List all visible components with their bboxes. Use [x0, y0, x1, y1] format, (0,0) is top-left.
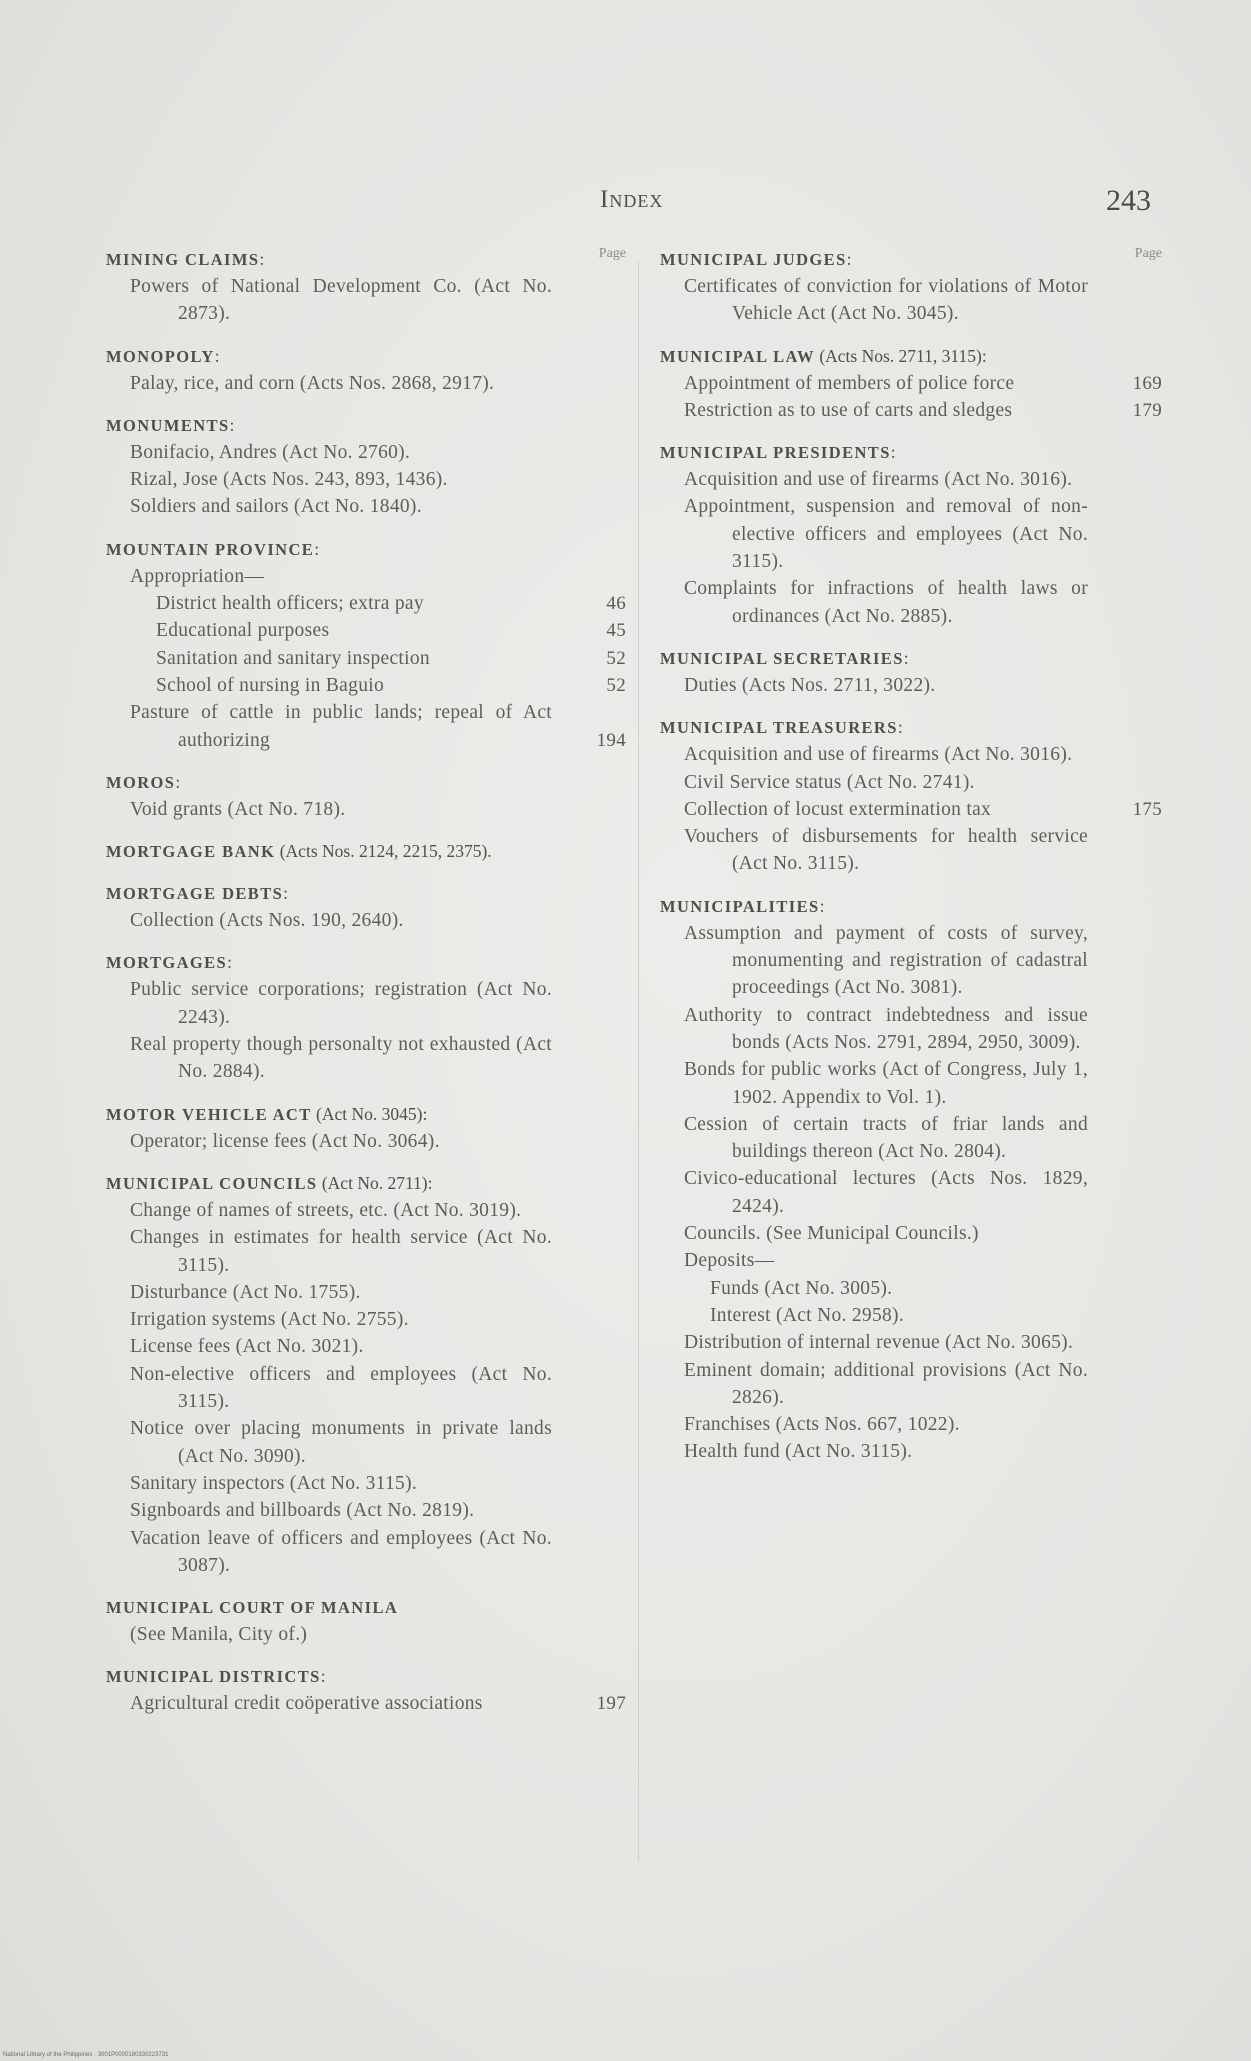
entry-text: Appointment, suspension and removal of non-elective officers and employees (Act No. 3115). — [684, 496, 1088, 573]
entry-line — [106, 1333, 626, 1360]
entry-text: Duties (Acts Nos. 2711, 3022). — [684, 674, 936, 696]
entry-line — [660, 1438, 1162, 1465]
entry-line — [660, 1411, 1162, 1438]
entry-suffix: : — [903, 647, 909, 668]
entry-text: Real property though personalty not exhausted (Act No. 2884). — [130, 1034, 552, 1083]
entry-text: Funds (Act No. 3005). — [710, 1277, 893, 1299]
entry-text: Appropriation— — [130, 565, 265, 587]
index-entry — [660, 714, 1162, 877]
entry-suffix: (Act No. 3045): — [311, 1103, 428, 1124]
page-reference: 175 — [1132, 798, 1162, 820]
entry-heading — [660, 714, 1162, 741]
entry-line — [106, 1197, 626, 1224]
entry-text: Civico-educational lectures (Acts Nos. 1829, 2424). — [684, 1168, 1088, 1217]
entry-text: Distribution of internal revenue (Act No. 3065). — [684, 1332, 1074, 1354]
running-head — [0, 186, 1251, 226]
entry-text: Non-elective officers and employees (Act No. 3115). — [130, 1363, 552, 1413]
entry-line — [106, 1690, 626, 1717]
entry-heading — [106, 536, 626, 563]
entry-text: School of nursing in Baguio — [156, 674, 385, 696]
entry-suffix: : — [320, 1666, 326, 1687]
entry-line — [106, 493, 626, 520]
entry-text: Appointment of members of police force — [684, 372, 1015, 394]
entry-name: MINING CLAIMS — [106, 250, 260, 269]
subentry-line — [106, 590, 626, 617]
entry-heading — [660, 246, 1162, 273]
entry-line — [660, 1357, 1162, 1412]
index-entry — [660, 439, 1162, 630]
entry-line — [660, 575, 1162, 630]
entry-suffix: : — [214, 345, 220, 366]
entry-text: Councils. (See Municipal Councils.) — [684, 1223, 979, 1245]
entry-text: Acquisition and use of firearms (Act No. 3016). — [684, 469, 1073, 491]
entry-text: Disturbance (Act No. 1755). — [130, 1281, 361, 1303]
entry-list-right — [660, 246, 1162, 1466]
entry-suffix: : — [227, 952, 232, 973]
index-entry — [106, 343, 626, 397]
entry-name: MOROS — [106, 772, 176, 792]
entry-name: MUNICIPAL PRESIDENTS — [660, 443, 891, 463]
entry-heading — [660, 343, 1162, 370]
entry-line — [106, 273, 626, 328]
entry-heading — [106, 1101, 626, 1128]
entry-line — [106, 907, 626, 934]
entry-heading — [106, 246, 626, 273]
entry-heading — [106, 1663, 626, 1690]
entry-text: Interest (Act No. 2958). — [710, 1304, 905, 1326]
entry-heading — [106, 412, 626, 439]
entry-line — [106, 1470, 626, 1497]
page-reference: 179 — [1132, 399, 1162, 421]
entry-text: Health fund (Act No. 3115). — [684, 1441, 913, 1463]
index-entry — [106, 838, 626, 865]
entry-name: MUNICIPAL DISTRICTS — [106, 1667, 321, 1687]
entry-line — [660, 672, 1162, 699]
entry-line — [660, 1002, 1162, 1057]
entry-text: (See Manila, City of.) — [130, 1624, 308, 1646]
entry-line — [106, 1128, 626, 1155]
index-entry — [106, 949, 626, 1085]
entry-text: Sanitary inspectors (Act No. 3115). — [130, 1472, 418, 1494]
page-reference: 169 — [1132, 372, 1162, 394]
entry-line — [106, 1415, 626, 1470]
entry-line — [660, 397, 1162, 424]
page-reference: 45 — [606, 620, 626, 642]
entry-heading — [660, 645, 1162, 672]
entry-suffix: : — [819, 895, 825, 916]
column-divider — [638, 262, 639, 1862]
entry-line — [660, 769, 1162, 796]
entry-heading — [106, 769, 626, 796]
entry-line — [106, 466, 626, 493]
index-entry — [660, 645, 1162, 699]
entry-line — [660, 273, 1162, 328]
entry-text: Authority to contract indebtedness and issue bonds (Acts Nos. 2791, 2894, 2950, 3009). — [684, 1004, 1088, 1053]
entry-line — [660, 796, 1162, 823]
entry-line — [660, 741, 1162, 768]
entry-line — [106, 1031, 626, 1086]
page-reference: 52 — [606, 647, 626, 669]
entry-text: District health officers; extra pay — [156, 593, 424, 615]
entry-text: License fees (Act No. 3021). — [130, 1336, 364, 1358]
entry-line — [106, 1279, 626, 1306]
entry-line — [106, 1497, 626, 1524]
entry-text: Changes in estimates for health service (Act No. 3115). — [130, 1227, 552, 1276]
entry-line — [660, 493, 1162, 575]
entry-line — [106, 1224, 626, 1279]
index-entry — [106, 1594, 626, 1648]
index-entry — [660, 246, 1162, 328]
entry-line — [106, 699, 626, 754]
entry-name: MUNICIPAL SECRETARIES — [660, 648, 904, 668]
entry-name: MOUNTAIN PROVINCE — [106, 539, 315, 559]
entry-line — [106, 439, 626, 466]
entry-text: Irrigation systems (Act No. 2755). — [130, 1309, 409, 1331]
page-title: Index — [600, 186, 664, 213]
entry-line — [660, 1111, 1162, 1166]
entry-heading — [660, 893, 1162, 920]
entry-text: Rizal, Jose (Acts Nos. 243, 893, 1436). — [130, 469, 448, 491]
entry-name: MUNICIPALITIES — [660, 896, 820, 916]
entry-suffix: : — [283, 883, 289, 904]
entry-text: Assumption and payment of costs of survey, monumenting and registration of cadastral proceedings (Act No. 3081). — [684, 922, 1088, 999]
entry-name: MUNICIPAL TREASURERS — [660, 718, 898, 738]
index-entry — [106, 412, 626, 521]
entry-name: MORTGAGES — [106, 953, 228, 973]
entry-text: Powers of National Development Co. (Act No. 2873). — [130, 276, 552, 325]
entry-heading — [106, 880, 626, 907]
entry-line — [106, 1525, 626, 1580]
entry-line — [660, 920, 1162, 1002]
entry-line — [660, 370, 1162, 397]
subentry-line — [106, 617, 626, 644]
entry-name: MOTOR VEHICLE ACT — [106, 1104, 312, 1124]
entry-heading — [106, 1594, 626, 1621]
entry-name: MONOPOLY — [106, 346, 215, 366]
entry-heading — [106, 1170, 626, 1197]
entry-text: Civil Service status (Act No. 2741). — [684, 771, 975, 793]
entry-text: Pasture of cattle in public lands; repeal of Act authorizing — [130, 702, 552, 751]
entry-text: Bonifacio, Andres (Act No. 2760). — [130, 441, 411, 463]
index-entry — [106, 1170, 626, 1579]
footer-credit: National Library of the Philippines · 3001P0000180330223731 — [3, 2052, 169, 2058]
entry-suffix: : — [259, 249, 265, 269]
page-reference: 194 — [596, 729, 626, 751]
entry-line — [106, 1621, 626, 1648]
entry-suffix: : — [846, 249, 852, 269]
entry-text: Public service corporations; registration (Act No. 2243). — [130, 979, 552, 1028]
entry-text: Agricultural credit coöperative associations — [130, 1693, 483, 1715]
entry-text: Acquisition and use of firearms (Act No. 3016). — [684, 744, 1073, 766]
entry-name: MORTGAGE DEBTS — [106, 884, 284, 904]
entry-text: Signboards and billboards (Act No. 2819). — [130, 1500, 475, 1522]
entry-text: Cession of certain tracts of friar lands and buildings thereon (Act No. 2804). — [684, 1113, 1088, 1163]
entry-text: Deposits— — [684, 1250, 775, 1272]
entry-suffix: (Acts Nos. 2124, 2215, 2375). — [275, 841, 492, 862]
entry-text: Palay, rice, and corn (Acts Nos. 2868, 2917). — [130, 372, 495, 394]
entry-text: Restriction as to use of carts and sledges — [684, 399, 1013, 421]
subentry-line — [660, 1275, 1162, 1302]
entry-suffix: : — [175, 771, 181, 792]
index-entry — [106, 769, 626, 823]
entry-line — [660, 823, 1162, 878]
entry-name: MONUMENTS — [106, 415, 230, 435]
index-entry — [660, 343, 1162, 425]
entry-text: Sanitation and sanitary inspection — [156, 647, 430, 669]
entry-list-left — [106, 246, 626, 1718]
entry-text: Collection (Acts Nos. 190, 2640). — [130, 910, 404, 932]
page-reference: 46 — [606, 593, 626, 615]
index-entry — [106, 536, 626, 754]
entry-line — [660, 1056, 1162, 1111]
entry-text: Operator; license fees (Act No. 3064). — [130, 1130, 440, 1152]
entry-text: Vacation leave of officers and employees (Act No. 3087). — [130, 1527, 552, 1576]
entry-text: Certificates of conviction for violations of Motor Vehicle Act (Act No. 3045). — [684, 276, 1088, 325]
page-column-label: Page — [1134, 246, 1162, 261]
entry-line — [660, 1247, 1162, 1274]
page-column-label: Page — [598, 246, 626, 261]
entry-text: Eminent domain; additional provisions (Act No. 2826). — [684, 1359, 1088, 1408]
entry-line — [106, 370, 626, 397]
entry-line — [660, 1220, 1162, 1247]
index-entry — [106, 880, 626, 934]
index-column-left — [106, 246, 626, 1733]
page-reference: 197 — [596, 1693, 626, 1715]
entry-name: MUNICIPAL LAW — [660, 346, 815, 366]
entry-heading — [106, 343, 626, 370]
entry-name: MUNICIPAL JUDGES — [660, 250, 847, 269]
entry-line — [660, 466, 1162, 493]
entry-name: MUNICIPAL COUNCILS — [106, 1173, 318, 1193]
page-number: 243 — [1106, 184, 1151, 217]
index-entry — [660, 893, 1162, 1466]
entry-text: Educational purposes — [156, 620, 330, 642]
entry-heading — [106, 838, 626, 865]
index-entry — [106, 1101, 626, 1155]
entry-line — [106, 563, 626, 590]
entry-heading — [660, 439, 1162, 466]
entry-suffix: : — [890, 442, 896, 463]
subentry-line — [106, 672, 626, 699]
entry-line — [106, 976, 626, 1031]
index-column-right — [660, 246, 1162, 1481]
entry-line — [106, 1361, 626, 1416]
entry-text: Soldiers and sailors (Act No. 1840). — [130, 496, 422, 518]
entry-suffix: : — [897, 717, 903, 738]
entry-line — [660, 1329, 1162, 1356]
entry-text: Franchises (Acts Nos. 667, 1022). — [684, 1414, 960, 1436]
entry-suffix: (Acts Nos. 2711, 3115): — [814, 345, 987, 366]
entry-text: Vouchers of disbursements for health service (Act No. 3115). — [684, 826, 1088, 875]
entry-line — [660, 1165, 1162, 1220]
index-entry — [106, 1663, 626, 1717]
entry-line — [106, 1306, 626, 1333]
entry-text: Change of names of streets, etc. (Act No. 3019). — [130, 1199, 522, 1221]
subentry-line — [660, 1302, 1162, 1329]
page-reference: 52 — [606, 674, 626, 696]
entry-suffix: (Act No. 2711): — [317, 1172, 433, 1193]
entry-name: MUNICIPAL COURT OF MANILA — [106, 1598, 399, 1618]
entry-text: Collection of locust extermination tax — [684, 798, 992, 820]
index-entry — [106, 246, 626, 328]
subentry-line — [106, 645, 626, 672]
entry-text: Notice over placing monuments in private lands (Act No. 3090). — [130, 1418, 552, 1467]
entry-heading — [106, 949, 626, 976]
entry-name: MORTGAGE BANK — [106, 842, 276, 862]
entry-text: Bonds for public works (Act of Congress, July 1, 1902. Appendix to Vol. 1). — [684, 1059, 1088, 1108]
entry-line — [106, 796, 626, 823]
entry-suffix: : — [229, 414, 235, 435]
entry-text: Complaints for infractions of health laws or ordinances (Act No. 2885). — [684, 578, 1088, 627]
entry-text: Void grants (Act No. 718). — [130, 798, 346, 820]
entry-suffix: : — [314, 538, 320, 559]
